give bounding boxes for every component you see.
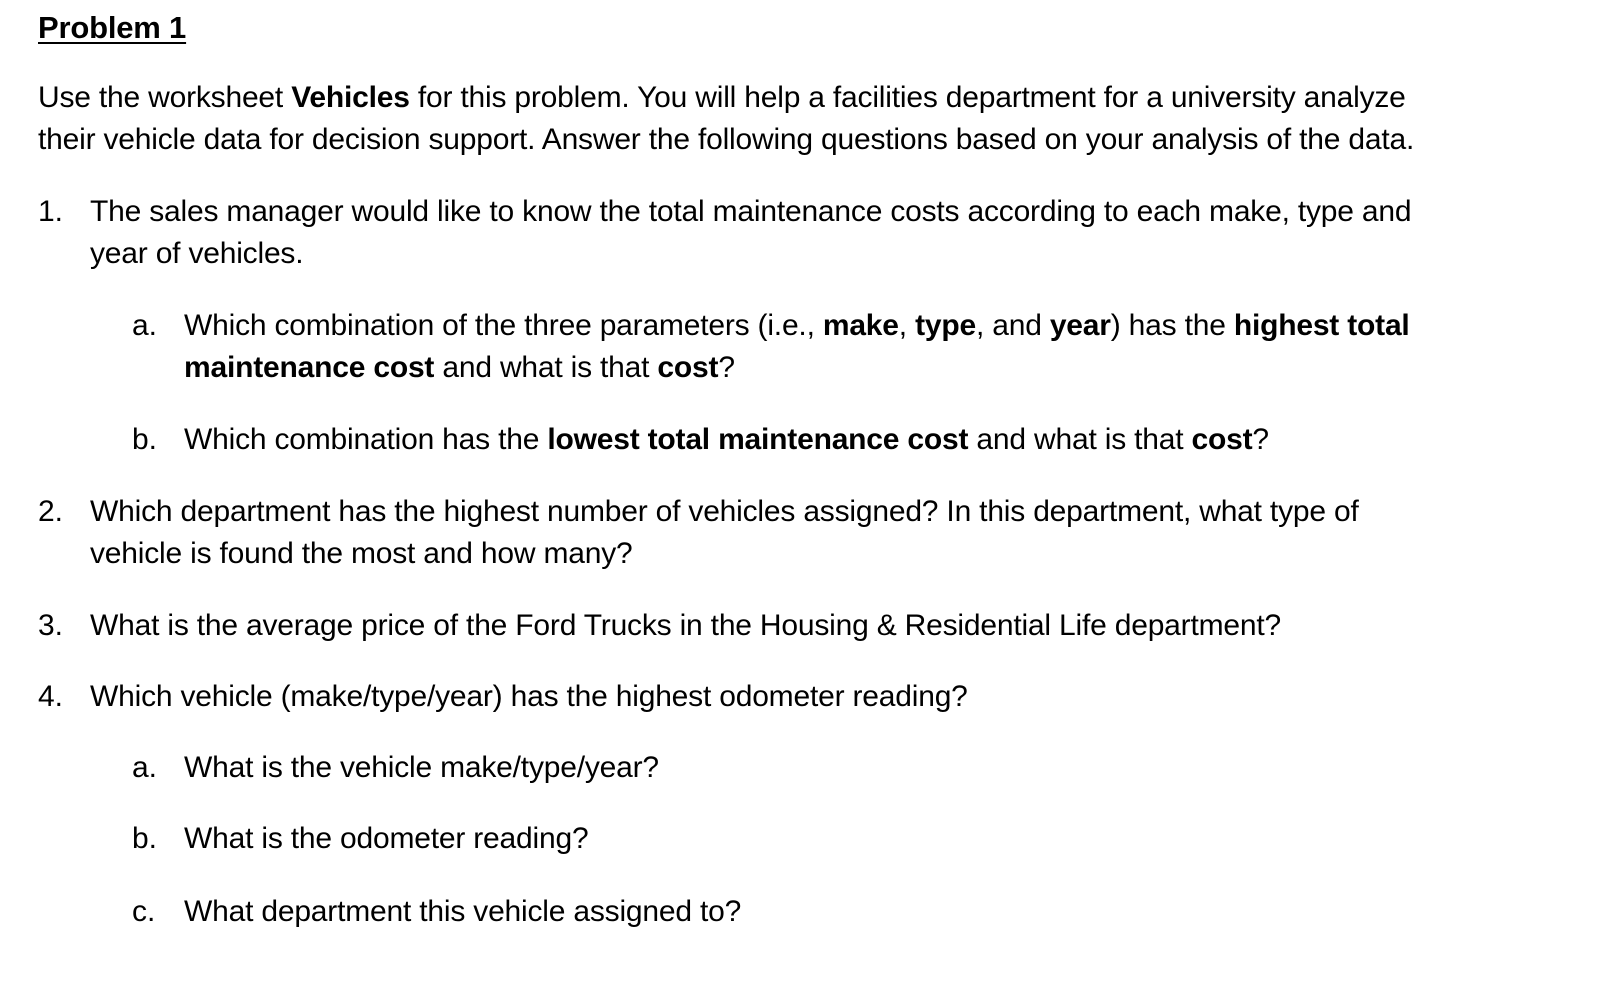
question-text: Which combination has the [184, 423, 548, 456]
emphasis-lowest-total-maintenance-cost: lowest total maintenance cost [547, 423, 969, 456]
emphasis-type: type [915, 309, 976, 342]
question-1b-line [184, 422, 1269, 458]
question-1-number: 1. [38, 195, 64, 228]
emphasis-maintenance-cost: maintenance cost [184, 351, 435, 384]
question-1a-line-1 [184, 308, 1410, 344]
emphasis-make: make [822, 309, 899, 342]
question-3-text: What is the average price of the Ford Trucks in the Housing & Residential Life department? [90, 609, 1281, 642]
emphasis-highest-total: highest total [1233, 309, 1410, 342]
question-text: ? [718, 351, 735, 384]
emphasis-cost: cost [657, 351, 719, 384]
question-1-line-2: year of vehicles. [90, 237, 304, 270]
question-4-text: Which vehicle (make/type/year) has the highest odometer reading? [90, 680, 968, 713]
question-1a-line-2 [184, 350, 735, 386]
question-text: , [898, 309, 916, 342]
question-4b-text: What is the odometer reading? [184, 822, 589, 855]
intro-line-1 [38, 80, 1406, 116]
question-2-line-1: Which department has the highest number of vehicles assigned? In this department, what type of [90, 495, 1359, 528]
question-text: and what is that [434, 351, 658, 384]
question-4b-marker: b. [132, 822, 158, 855]
intro-text: for this problem. You will help a facilities department for a university analyze [409, 81, 1406, 114]
question-2-number: 2. [38, 495, 64, 528]
question-1a-marker: a. [132, 309, 158, 342]
question-4c-marker: c. [132, 895, 156, 928]
question-4c-text: What department this vehicle assigned to? [184, 895, 742, 928]
question-2-line-2: vehicle is found the most and how many? [90, 537, 633, 570]
problem-title: Problem 1 [38, 10, 187, 45]
question-3-number: 3. [38, 609, 64, 642]
emphasis-cost: cost [1191, 423, 1253, 456]
question-4a-marker: a. [132, 751, 158, 784]
question-4a-text: What is the vehicle make/type/year? [184, 751, 659, 784]
question-text: and what is that [968, 423, 1192, 456]
question-1-line-1: The sales manager would like to know the total maintenance costs according to each make, type and [90, 195, 1412, 228]
question-text: ) has the [1110, 309, 1234, 342]
intro-line-2: their vehicle data for decision support. Answer the following questions based on your analysis of the data. [38, 123, 1415, 156]
worksheet-name: Vehicles [291, 81, 410, 114]
question-text: , and [975, 309, 1050, 342]
emphasis-year: year [1049, 309, 1111, 342]
question-text: ? [1252, 423, 1269, 456]
question-text: Which combination of the three parameters (i.e., [184, 309, 823, 342]
question-4-number: 4. [38, 680, 64, 713]
question-1b-marker: b. [132, 423, 158, 456]
intro-text: Use the worksheet [38, 81, 292, 114]
